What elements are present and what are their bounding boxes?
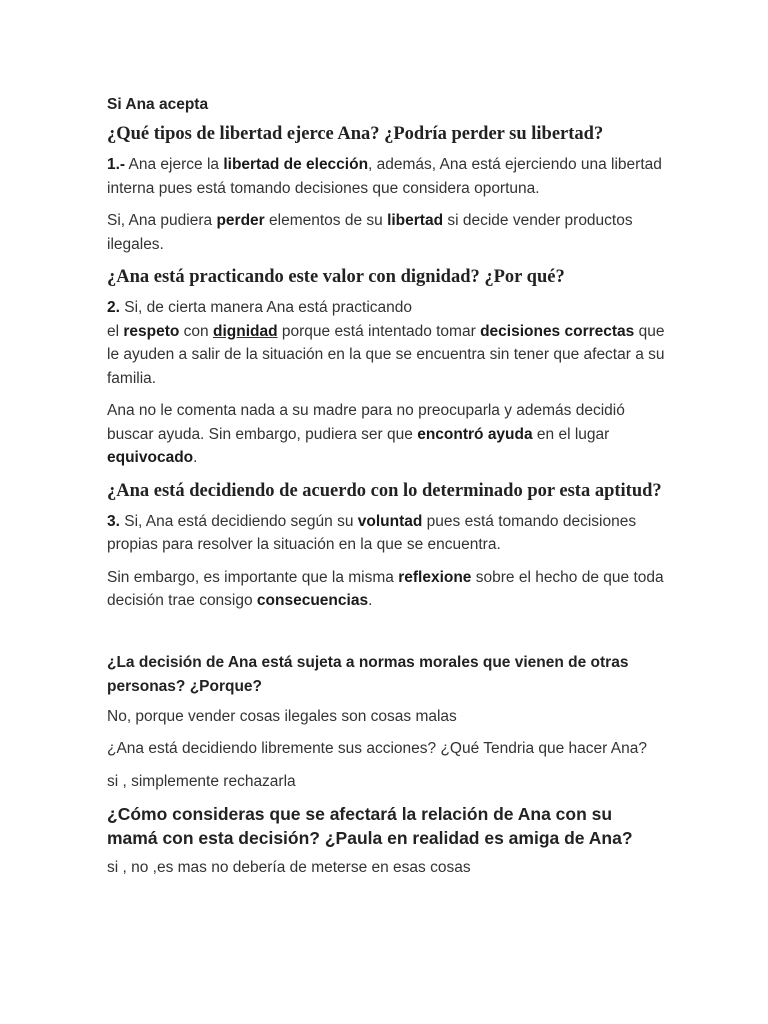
answer-5: si , simplemente rechazarla bbox=[107, 772, 296, 790]
answer-3-paragraph-2: Sin embargo, es importante que la misma reflexione sobre el hecho de que toda decisión trae consigo consecuencias. bbox=[107, 568, 664, 609]
answer-1-paragraph-1: 1.- Ana ejerce la libertad de elección, además, Ana está ejerciendo una libertad interna pues está tomando decisiones que considera oportuna. bbox=[107, 156, 662, 197]
blank-space bbox=[107, 622, 667, 651]
question-5: ¿Ana está decidiendo libremente sus acciones? ¿Qué Tendria que hacer Ana? bbox=[107, 740, 647, 757]
answer-1-paragraph-2: Si, Ana pudiera perder elementos de su libertad si decide vender productos ilegales. bbox=[107, 212, 633, 253]
question-4: ¿La decisión de Ana está sujeta a normas morales que vienen de otras personas? ¿Porque? bbox=[107, 653, 629, 695]
section-heading: Si Ana acepta bbox=[107, 96, 209, 113]
answer-4: No, porque vender cosas ilegales son cosas malas bbox=[107, 707, 457, 725]
question-3: ¿Ana está decidiendo de acuerdo con lo determinado por esta aptitud? bbox=[107, 480, 662, 501]
question-2: ¿Ana está practicando este valor con dignidad? ¿Por qué? bbox=[107, 267, 565, 287]
answer-2-paragraph-1: 2. Si, de cierta manera Ana está practicando el respeto con dignidad porque está intentado tomar decisiones correctas que le ayuden a salir de la situación en la que se encuentra sin tener que afectar a su familia. bbox=[107, 299, 665, 387]
answer-2-paragraph-2: Ana no le comenta nada a su madre para no preocuparla y además decidió buscar ayuda. Sin embargo, pudiera ser que encontró ayuda en el lugar equivocado. bbox=[107, 402, 625, 466]
question-6: ¿Cómo consideras que se afectará la relación de Ana con su mamá con esta decisión? ¿Paula en realidad es amiga de Ana? bbox=[107, 804, 633, 848]
document-page bbox=[107, 94, 667, 889]
answer-3-paragraph-1: 3. Si, Ana está decidiendo según su voluntad pues está tomando decisiones propias para resolver la situación en la que se encuentra. bbox=[107, 512, 637, 553]
answer-6: si , no ,es mas no debería de meterse en esas cosas bbox=[107, 859, 471, 876]
question-1: ¿Qué tipos de libertad ejerce Ana? ¿Podría perder su libertad? bbox=[107, 124, 604, 144]
